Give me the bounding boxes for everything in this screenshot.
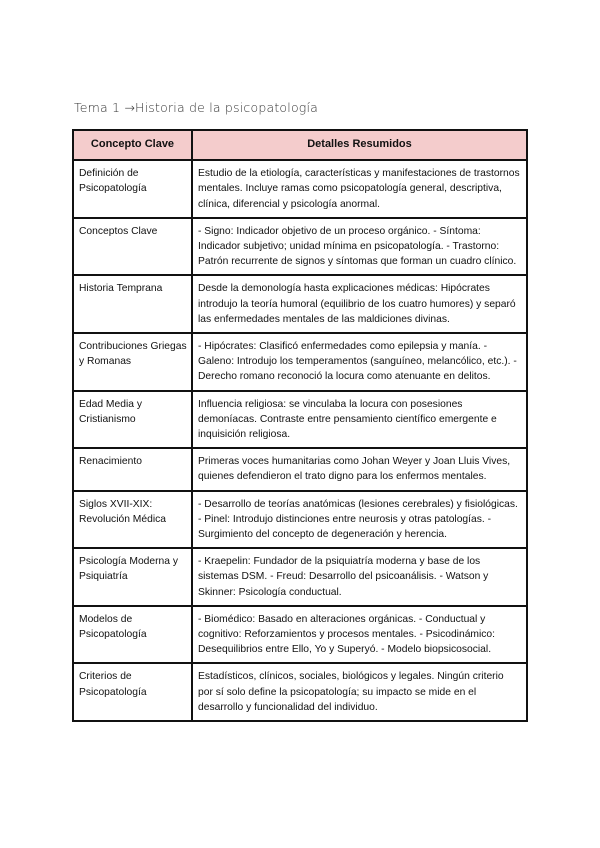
table-row xyxy=(73,548,527,606)
concept-cell: Conceptos Clave xyxy=(73,218,192,276)
details-cell: Estudio de la etiología, características y manifestaciones de trastornos mentales. Incluye ramas como psicopatología general, descriptiva, clínica, diferencial y psicología anormal. xyxy=(192,160,527,218)
details-cell: Primeras voces humanitarias como Johan Weyer y Joan Lluis Vives, quienes defendieron el trato digno para los enfermos mentales. xyxy=(192,448,527,490)
concept-cell: Contribuciones Griegas y Romanas xyxy=(73,333,192,391)
table-row xyxy=(73,606,527,664)
details-cell: - Signo: Indicador objetivo de un proceso orgánico. - Síntoma: Indicador subjetivo; unidad mínima en psicopatología. - Trastorno: Patrón recurrente de signos y síntomas que forman un cuadro clínico. xyxy=(192,218,527,276)
table-row xyxy=(73,391,527,449)
header-details: Detalles Resumidos xyxy=(192,130,527,160)
concept-cell: Renacimiento xyxy=(73,448,192,490)
header-concept: Concepto Clave xyxy=(73,130,192,160)
table-row xyxy=(73,448,527,490)
table-row xyxy=(73,491,527,549)
document-title: Tema 1 →Historia de la psicopatología xyxy=(74,100,319,115)
details-cell: Estadísticos, clínicos, sociales, biológicos y legales. Ningún criterio por sí solo define la psicopatología; su impacto se mide en el desarrollo y funcionalidad del individuo. xyxy=(192,663,527,721)
table-row xyxy=(73,333,527,391)
details-cell: - Desarrollo de teorías anatómicas (lesiones cerebrales) y fisiológicas. - Pinel: Introdujo distinciones entre neurosis y otras patologías. - Surgimiento del concepto de degeneración y herencia. xyxy=(192,491,527,549)
details-cell: - Biomédico: Basado en alteraciones orgánicas. - Conductual y cognitivo: Reforzamientos y procesos mentales. - Psicodinámico: Desequilibrios entre Ello, Yo y Superyó. - Modelo biopsicosocial. xyxy=(192,606,527,664)
concept-cell: Modelos de Psicopatología xyxy=(73,606,192,664)
concept-cell: Siglos XVII-XIX: Revolución Médica xyxy=(73,491,192,549)
details-cell: - Kraepelin: Fundador de la psiquiatría moderna y base de los sistemas DSM. - Freud: Desarrollo del psicoanálisis. - Watson y Skinner: Psicología conductual. xyxy=(192,548,527,606)
concept-cell: Historia Temprana xyxy=(73,275,192,333)
concept-cell: Edad Media y Cristianismo xyxy=(73,391,192,449)
table-row xyxy=(73,275,527,333)
details-cell: Desde la demonología hasta explicaciones médicas: Hipócrates introdujo la teoría humoral (equilibrio de los cuatro humores) y separó las enfermedades mentales de las maldiciones divinas. xyxy=(192,275,527,333)
table-row xyxy=(73,160,527,218)
concept-cell: Criterios de Psicopatología xyxy=(73,663,192,721)
details-cell: Influencia religiosa: se vinculaba la locura con posesiones demoníacas. Contraste entre pensamiento científico emergente e inquisición religiosa. xyxy=(192,391,527,449)
summary-table xyxy=(72,129,528,722)
concept-cell: Definición de Psicopatología xyxy=(73,160,192,218)
table-row xyxy=(73,663,527,721)
concept-cell: Psicología Moderna y Psiquiatría xyxy=(73,548,192,606)
table-header-row xyxy=(73,130,527,160)
details-cell: - Hipócrates: Clasificó enfermedades como epilepsia y manía. - Galeno: Introdujo los temperamentos (sanguíneo, melancólico, etc.). - Derecho romano reconoció la locura como atenuante en delitos. xyxy=(192,333,527,391)
table-row xyxy=(73,218,527,276)
